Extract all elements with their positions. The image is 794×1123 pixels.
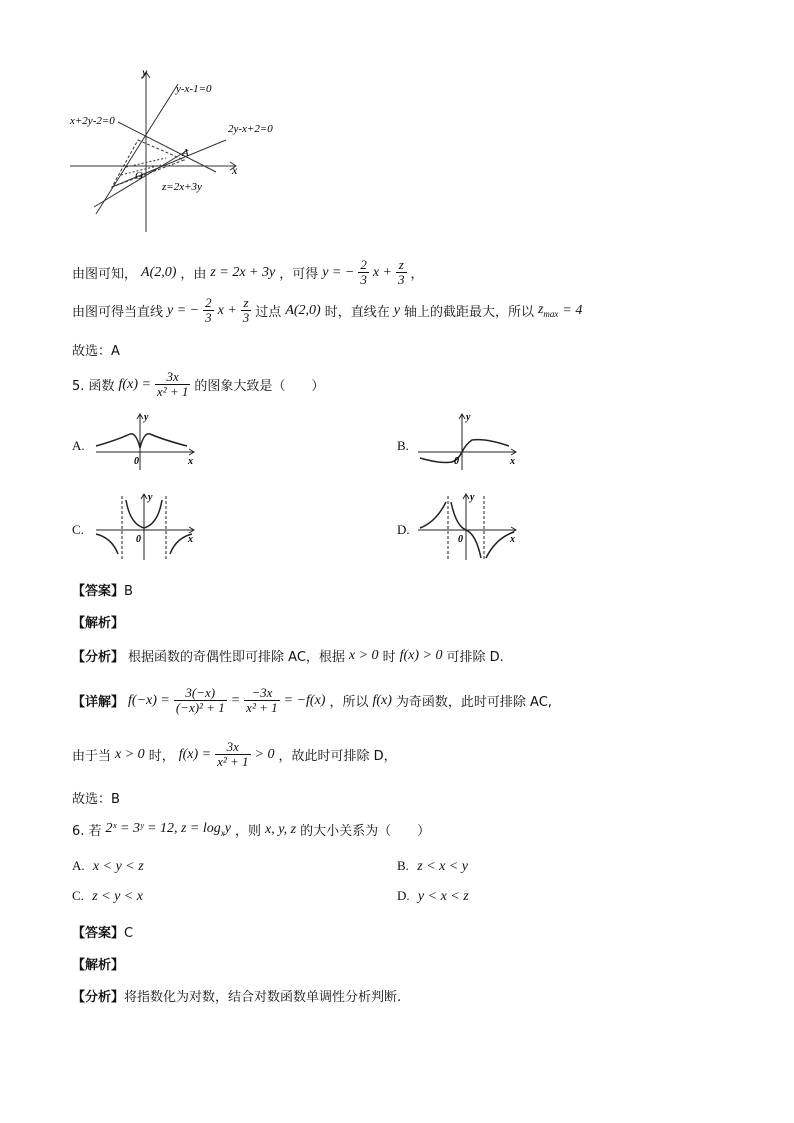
math: y = − bbox=[322, 264, 355, 280]
xiangjie-q5: 【详解】 f(−x) = $\frac{3(-x)}{\text{(−x)² + 1}}$ = $\frac{-3x}{\text{x² + 1}}$ = −f(x) ，所以 f(x) 为奇函数，此时可排除 AC, bbox=[72, 685, 552, 715]
math: x + bbox=[217, 302, 237, 318]
fig-line2-label: x+2y-2=0 bbox=[70, 115, 115, 127]
answer-select-q5: 故选：B bbox=[72, 792, 120, 807]
math: A(2,0) bbox=[141, 264, 177, 280]
q6-option-d[interactable]: D. y < x < z bbox=[397, 888, 469, 904]
question-5 bbox=[72, 370, 324, 399]
text: 轴上的截距最大，所以 bbox=[403, 305, 534, 320]
solution-line-1 bbox=[72, 258, 424, 287]
text: ， bbox=[410, 267, 424, 282]
math: z = 2x + 3y bbox=[210, 264, 276, 280]
text: 的图象大致是（ ） bbox=[194, 379, 325, 394]
jiexi-q5: 【解析】 bbox=[72, 616, 125, 631]
fig-line1-label: y-x-1=0 bbox=[176, 83, 212, 95]
fig-label-x: x bbox=[232, 163, 238, 177]
svg-text:0: 0 bbox=[134, 456, 139, 467]
option-c-graph bbox=[92, 490, 202, 562]
jiexi-q6: 【解析】 bbox=[72, 958, 125, 973]
option-d-label: D. bbox=[397, 522, 410, 537]
solution-q5-line2: 由于当 x > 0 时， f(x) = $\frac{3x}{\text{x² + 1}}$ > 0 ，故此时可排除 D， bbox=[72, 739, 397, 769]
text: 由图可得当直线 bbox=[72, 305, 164, 320]
svg-text:y: y bbox=[466, 412, 471, 423]
svg-text:y: y bbox=[144, 412, 149, 423]
fig-origin: O bbox=[135, 170, 143, 182]
answer-q5: 【答案】B bbox=[72, 584, 133, 599]
fraction: $\frac{2}{3}$ bbox=[205, 295, 212, 325]
svg-text:x: x bbox=[188, 456, 193, 467]
text: 时，直线在 bbox=[324, 305, 390, 320]
text: 过点 bbox=[255, 305, 282, 320]
option-b-graph bbox=[414, 410, 524, 472]
option-a-graph bbox=[92, 410, 202, 472]
option-b-label: B. bbox=[397, 438, 409, 453]
math: y bbox=[393, 302, 400, 318]
text: ，可得 bbox=[279, 267, 319, 282]
svg-text:x: x bbox=[510, 456, 515, 467]
math: f(x) = bbox=[118, 376, 151, 392]
option-d-graph bbox=[414, 490, 524, 562]
q6-option-b[interactable]: B. z < x < y bbox=[397, 858, 468, 874]
svg-text:y: y bbox=[148, 492, 153, 503]
q6-option-a[interactable]: A. x < y < z bbox=[72, 858, 144, 874]
text: ，由 bbox=[180, 267, 207, 282]
fenxi-q6: 【分析】将指数化为对数，结合对数函数单调性分析判断. bbox=[72, 990, 402, 1005]
math: y = − bbox=[167, 302, 200, 318]
fig-point-a: A bbox=[182, 147, 189, 159]
option-a-label: A. bbox=[72, 438, 85, 453]
math: = 4 bbox=[562, 302, 583, 318]
math: $z_{max}$ bbox=[537, 302, 559, 319]
fraction: $\frac{z}{3}$ bbox=[242, 295, 250, 325]
math: A(2,0) bbox=[285, 302, 321, 318]
q6-option-c[interactable]: C. z < y < x bbox=[72, 888, 143, 904]
solution-line-2 bbox=[72, 296, 582, 325]
fig-label-y: y bbox=[142, 65, 148, 79]
fig-line3-label: 2y-x+2=0 bbox=[228, 123, 273, 135]
question-6: 6. 若 2ˣ = 3ʸ = 12, $z = \log_xy$ ，则 x, y, z 的大小关系为（ ） bbox=[72, 821, 431, 839]
svg-text:0: 0 bbox=[454, 456, 459, 467]
fraction: $\frac{2}{3}$ bbox=[360, 257, 367, 287]
fig-objective-label: z=2x+3y bbox=[162, 181, 202, 193]
text: 由图可知， bbox=[72, 267, 138, 282]
fraction: $\frac{z}{3}$ bbox=[398, 257, 405, 287]
option-c-label: C. bbox=[72, 522, 84, 537]
text: 5. 函数 bbox=[72, 379, 115, 394]
linear-programming-figure bbox=[66, 62, 296, 237]
svg-text:y: y bbox=[470, 492, 475, 503]
math: x + bbox=[372, 264, 392, 280]
fenxi-q5: 【分析】 根据函数的奇偶性即可排除 AC，根据 x > 0 时 f(x) > 0 可排除 D. bbox=[72, 647, 504, 665]
answer-q6: 【答案】C bbox=[72, 926, 134, 941]
svg-text:x: x bbox=[510, 534, 515, 545]
answer-q4: 故选：A bbox=[72, 344, 120, 359]
svg-text:x: x bbox=[188, 534, 193, 545]
fraction: $\frac{3x}{\text{x² + 1}}$ bbox=[156, 369, 189, 399]
svg-text:0: 0 bbox=[136, 534, 141, 545]
svg-text:0: 0 bbox=[458, 534, 463, 545]
